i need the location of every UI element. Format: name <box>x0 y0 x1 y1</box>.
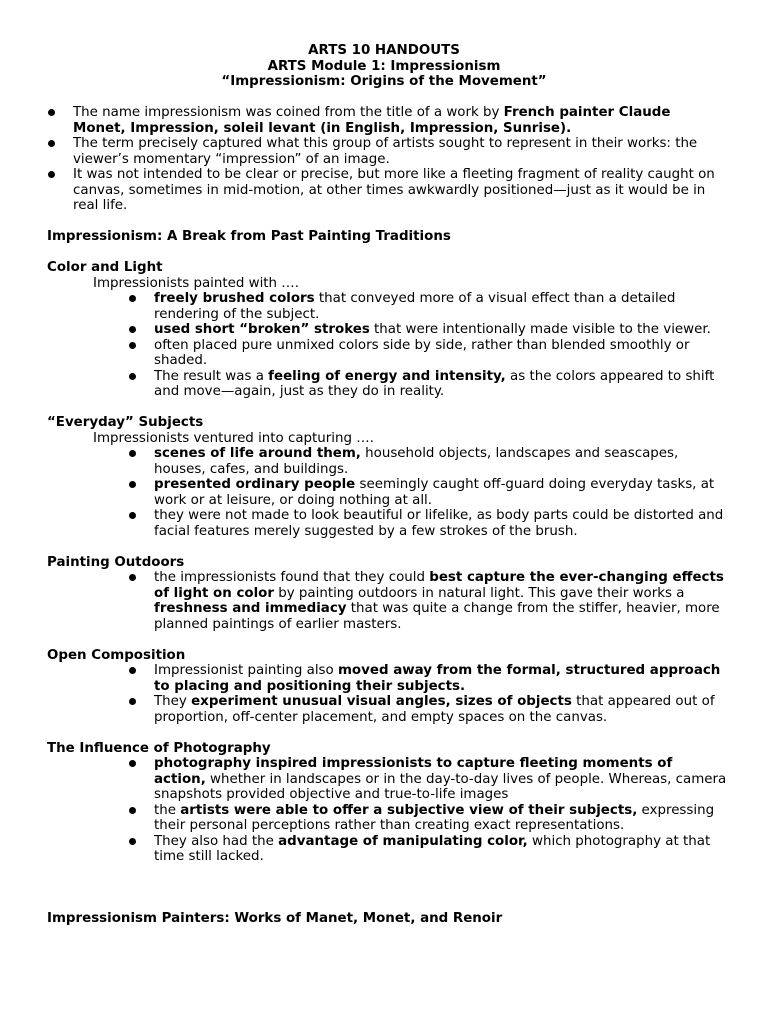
body-text: that conveyed more of a visual effect than a detailed rendering of the subject. <box>154 291 676 322</box>
body-text: the <box>154 802 181 818</box>
bold-text: presented ordinary people <box>154 477 356 492</box>
list-item <box>154 570 727 632</box>
bold-text: to placing and positioning their subjects. <box>154 678 466 694</box>
header-line-3: “Impressionism: Origins of the Movement” <box>221 74 547 89</box>
section-bullet-list <box>154 291 727 400</box>
list-item <box>47 167 727 214</box>
section-bullet-list <box>154 756 727 865</box>
list-item <box>154 663 727 694</box>
list-item <box>154 834 727 865</box>
bold-text: used short “broken” strokes <box>154 322 370 337</box>
bold-text: scenes of life around them, <box>154 446 361 461</box>
bold-text: freshness and immediacy <box>154 601 347 616</box>
body-text: they were not made to look beautiful or lifelike, as body parts could be distorted and facial features merely suggested by a few strokes of the brush. <box>154 508 724 539</box>
section-heading-impressionism-painters: Impressionism Painters: Works of Manet, Monet, and Renoir <box>47 911 503 926</box>
bold-text: experiment unusual visual angles, sizes of objects <box>191 694 572 709</box>
body-text: that were intentionally made visible to the viewer. <box>369 322 711 337</box>
list-item <box>154 291 727 322</box>
list-item <box>154 508 727 539</box>
body-text: that appeared out of proportion, off-center placement, and empty spaces on the canvas. <box>154 694 715 725</box>
section-heading-painting-outdoors: Painting Outdoors <box>47 554 185 570</box>
bold-text: advantage of manipulating color, <box>278 833 528 849</box>
bold-text: photography inspired impressionists to capture fleeting moments of action, <box>154 756 673 787</box>
handout-body <box>47 105 727 927</box>
list-item <box>154 446 727 477</box>
section-heading-color-and-light: Color and Light <box>47 260 163 275</box>
body-text: that was quite a change from the stiffer, heavier, more planned paintings of earlier masters. <box>154 601 720 632</box>
list-item <box>47 136 727 167</box>
header-line-1: ARTS 10 HANDOUTS <box>308 43 460 58</box>
bold-text: artists were able to offer a subjective view of their subjects, <box>180 802 638 818</box>
body-text: The term precisely captured what this group of artists sought to represent in their works: the viewer’s momentary “impression” of an image. <box>73 136 698 167</box>
section-intro: Impressionists painted with …. <box>93 275 299 291</box>
body-text: Impressionist painting also <box>154 663 338 678</box>
body-text: The name impressionism was coined from the title of a work by <box>73 105 504 120</box>
body-text: often placed pure unmixed colors side by side, rather than blended smoothly or shaded. <box>154 337 690 368</box>
section-heading-open-composition: Open Composition <box>47 647 186 663</box>
list-item <box>154 694 727 725</box>
section-heading-influence-of-photography: The Influence of Photography <box>47 740 271 756</box>
bold-text: freely brushed colors <box>154 291 315 306</box>
list-item <box>154 803 727 834</box>
section-bullet-list <box>154 663 727 725</box>
section-bullet-list <box>154 446 727 539</box>
section-heading-everyday-subjects: “Everyday” Subjects <box>47 415 204 430</box>
body-text: as the colors appeared to shift and move—again, just as they do in reality. <box>154 368 715 399</box>
section-bullet-list <box>154 570 727 632</box>
section-heading-break: Impressionism: A Break from Past Painting Traditions <box>47 229 451 244</box>
list-item <box>154 322 727 338</box>
body-text: seemingly caught off-guard doing everyday tasks, at work or at leisure, or doing nothing at all. <box>154 477 715 508</box>
list-item <box>154 477 727 508</box>
bold-text: French painter Claude Monet, Impression, soleil levant (in English, Impression, Sunrise). <box>73 105 671 136</box>
handout-header <box>0 43 768 90</box>
list-item <box>154 338 727 369</box>
body-text: They also had the <box>154 833 279 849</box>
body-text: by painting outdoors in natural light. This gave their works a <box>273 585 685 601</box>
body-text: It was not intended to be clear or precise, but more like a fleeting fragment of reality caught on canvas, sometimes in mid-motion, at other times awkwardly positioned—just as it would be in real life. <box>73 167 715 213</box>
section-intro: Impressionists ventured into capturing …. <box>93 430 374 446</box>
body-text: household objects, landscapes and seascapes, houses, cafes, and buildings. <box>154 446 679 477</box>
bold-text: moved away from the formal, structured approach <box>337 663 721 678</box>
list-item <box>47 105 727 136</box>
list-item <box>154 756 727 803</box>
body-text: the impressionists found that they could <box>154 570 430 585</box>
bold-text: best capture the ever-changing effects of light on color <box>154 570 724 601</box>
body-text: expressing their personal perceptions rather than creating exact representations. <box>154 802 715 833</box>
body-text: whether in landscapes or in the day-to-day lives of people. Whereas, camera snapshots provided objective and true-to-life images <box>154 771 727 802</box>
body-text: The result was a <box>154 368 269 384</box>
list-item <box>154 369 727 400</box>
body-text: which photography at that time still lacked. <box>154 833 711 864</box>
intro-bullet-list <box>47 105 727 214</box>
body-text: They <box>154 694 192 709</box>
header-line-2: ARTS Module 1: Impressionism <box>267 58 501 74</box>
bold-text: feeling of energy and intensity, <box>268 368 506 384</box>
